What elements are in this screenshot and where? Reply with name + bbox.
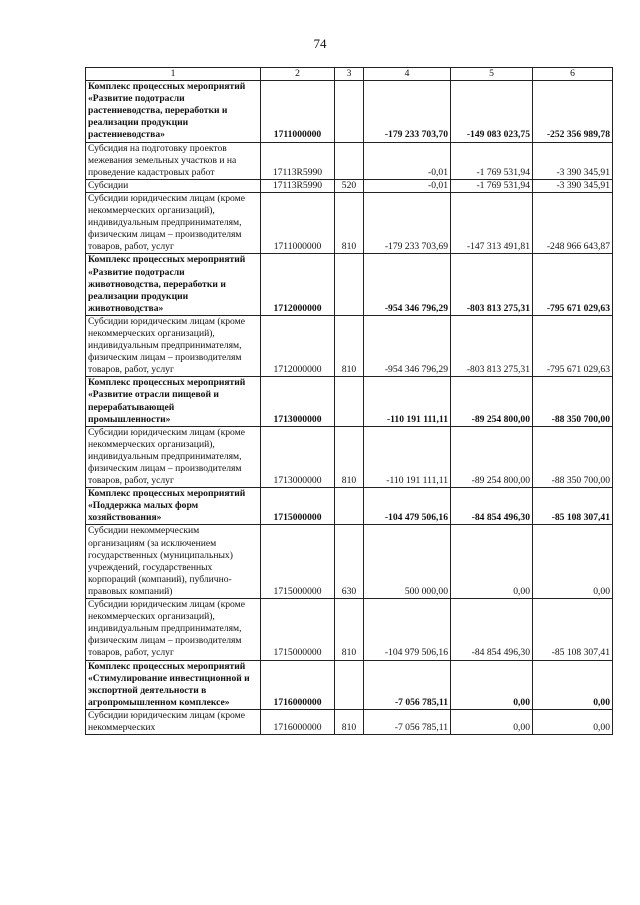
row-amount-3-cell: -85 108 307,41 (533, 488, 613, 525)
row-expense-type-cell (335, 377, 364, 426)
row-name-cell: Субсидии юридическим лицам (кроме некоммерческих организаций), индивидуальным предпринимателям, физическим лицам – производителям товаров, работ, услуг (86, 599, 261, 660)
row-expense-type-cell (335, 660, 364, 709)
table-row (86, 426, 613, 487)
row-name-cell: Субсидии некоммерческим организациям (за исключением государственных (муниципальных) учреждений, государственных корпораций (компаний), публично-правовых компаний) (86, 525, 261, 599)
table-row-section (86, 488, 613, 525)
row-code-cell: 1713000000 (261, 377, 335, 426)
row-amount-2-cell: -803 813 275,31 (451, 254, 533, 315)
row-amount-2-cell: -147 313 491,81 (451, 192, 533, 253)
row-amount-3-cell: -252 356 989,78 (533, 81, 613, 142)
row-amount-3-cell: -3 390 345,91 (533, 179, 613, 192)
row-amount-2-cell: -84 854 496,30 (451, 599, 533, 660)
row-expense-type-cell: 810 (335, 315, 364, 376)
row-code-cell: 1712000000 (261, 315, 335, 376)
row-amount-1-cell: -954 346 796,29 (364, 254, 451, 315)
row-amount-1-cell: -7 056 785,11 (364, 660, 451, 709)
row-amount-3-cell: 0,00 (533, 660, 613, 709)
row-amount-2-cell: 0,00 (451, 709, 533, 734)
row-expense-type-cell: 810 (335, 709, 364, 734)
row-amount-1-cell: 500 000,00 (364, 525, 451, 599)
row-code-cell: 17113R5990 (261, 179, 335, 192)
table-row (86, 525, 613, 599)
row-amount-1-cell: -7 056 785,11 (364, 709, 451, 734)
table-row-section (86, 660, 613, 709)
row-expense-type-cell: 630 (335, 525, 364, 599)
row-name-cell: Субсидии (86, 179, 261, 192)
table-header-row (86, 68, 613, 81)
row-amount-3-cell: -3 390 345,91 (533, 142, 613, 179)
row-amount-3-cell: -248 966 643,87 (533, 192, 613, 253)
row-amount-1-cell: -179 233 703,69 (364, 192, 451, 253)
row-amount-1-cell: -0,01 (364, 179, 451, 192)
row-code-cell: 1713000000 (261, 426, 335, 487)
table-row (86, 709, 613, 734)
row-amount-1-cell: -0,01 (364, 142, 451, 179)
row-amount-2-cell: -89 254 800,00 (451, 426, 533, 487)
row-amount-1-cell: -179 233 703,70 (364, 81, 451, 142)
row-name-cell: Субсидия на подготовку проектов межевания земельных участков и на проведение кадастровых работ (86, 142, 261, 179)
row-name-cell: Комплекс процессных мероприятий «Развитие отрасли пищевой и перерабатывающей промышленности» (86, 377, 261, 426)
row-code-cell: 1715000000 (261, 488, 335, 525)
row-expense-type-cell (335, 81, 364, 142)
row-amount-3-cell: -85 108 307,41 (533, 599, 613, 660)
row-name-cell: Комплекс процессных мероприятий «Поддержка малых форм хозяйствования» (86, 488, 261, 525)
row-amount-2-cell: -149 083 023,75 (451, 81, 533, 142)
row-code-cell: 1715000000 (261, 599, 335, 660)
table-row (86, 315, 613, 376)
row-name-cell: Комплекс процессных мероприятий «Развитие подотрасли растениеводства, переработки и реализации продукции растениеводства» (86, 81, 261, 142)
row-expense-type-cell (335, 254, 364, 315)
page-number: 74 (313, 36, 327, 51)
row-code-cell: 1716000000 (261, 709, 335, 734)
row-amount-1-cell: -104 979 506,16 (364, 599, 451, 660)
table-row (86, 142, 613, 179)
row-amount-3-cell: 0,00 (533, 709, 613, 734)
table-row (86, 179, 613, 192)
row-amount-1-cell: -110 191 111,11 (364, 426, 451, 487)
row-expense-type-cell: 810 (335, 426, 364, 487)
row-name-cell: Комплекс процессных мероприятий «Развитие подотрасли животноводства, переработки и реализации продукции животноводства» (86, 254, 261, 315)
row-expense-type-cell: 810 (335, 192, 364, 253)
row-expense-type-cell (335, 488, 364, 525)
row-expense-type-cell: 810 (335, 599, 364, 660)
table-row-section (86, 81, 613, 142)
row-code-cell: 1711000000 (261, 81, 335, 142)
header-col-5: 5 (451, 68, 533, 81)
row-code-cell: 17113R5990 (261, 142, 335, 179)
row-amount-2-cell: -1 769 531,94 (451, 142, 533, 179)
header-col-6: 6 (533, 68, 613, 81)
row-amount-2-cell: -803 813 275,31 (451, 315, 533, 376)
table-row (86, 192, 613, 253)
row-amount-3-cell: 0,00 (533, 525, 613, 599)
row-name-cell: Субсидии юридическим лицам (кроме некоммерческих организаций), индивидуальным предпринимателям, физическим лицам – производителям товаров, работ, услуг (86, 192, 261, 253)
table-row-section (86, 254, 613, 315)
row-code-cell: 1716000000 (261, 660, 335, 709)
row-expense-type-cell (335, 142, 364, 179)
budget-table (85, 67, 613, 735)
row-amount-1-cell: -110 191 111,11 (364, 377, 451, 426)
row-amount-1-cell: -104 479 506,16 (364, 488, 451, 525)
header-col-2: 2 (261, 68, 335, 81)
table-row-section (86, 377, 613, 426)
row-amount-2-cell: -1 769 531,94 (451, 179, 533, 192)
row-code-cell: 1712000000 (261, 254, 335, 315)
row-code-cell: 1711000000 (261, 192, 335, 253)
row-amount-2-cell: -89 254 800,00 (451, 377, 533, 426)
header-col-4: 4 (364, 68, 451, 81)
row-name-cell: Субсидии юридическим лицам (кроме некоммерческих организаций), индивидуальным предпринимателям, физическим лицам – производителям товаров, работ, услуг (86, 315, 261, 376)
row-expense-type-cell: 520 (335, 179, 364, 192)
row-amount-3-cell: -795 671 029,63 (533, 254, 613, 315)
row-code-cell: 1715000000 (261, 525, 335, 599)
row-amount-3-cell: -795 671 029,63 (533, 315, 613, 376)
row-amount-2-cell: 0,00 (451, 525, 533, 599)
row-name-cell: Субсидии юридическим лицам (кроме некоммерческих (86, 709, 261, 734)
row-name-cell: Комплекс процессных мероприятий «Стимулирование инвестиционной и экспортной деятельности в агропромышленном комплексе» (86, 660, 261, 709)
table-row (86, 599, 613, 660)
row-amount-2-cell: 0,00 (451, 660, 533, 709)
row-amount-3-cell: -88 350 700,00 (533, 426, 613, 487)
header-col-1: 1 (86, 68, 261, 81)
row-name-cell: Субсидии юридическим лицам (кроме некоммерческих организаций), индивидуальным предпринимателям, физическим лицам – производителям товаров, работ, услуг (86, 426, 261, 487)
row-amount-3-cell: -88 350 700,00 (533, 377, 613, 426)
row-amount-1-cell: -954 346 796,29 (364, 315, 451, 376)
header-col-3: 3 (335, 68, 364, 81)
row-amount-2-cell: -84 854 496,30 (451, 488, 533, 525)
